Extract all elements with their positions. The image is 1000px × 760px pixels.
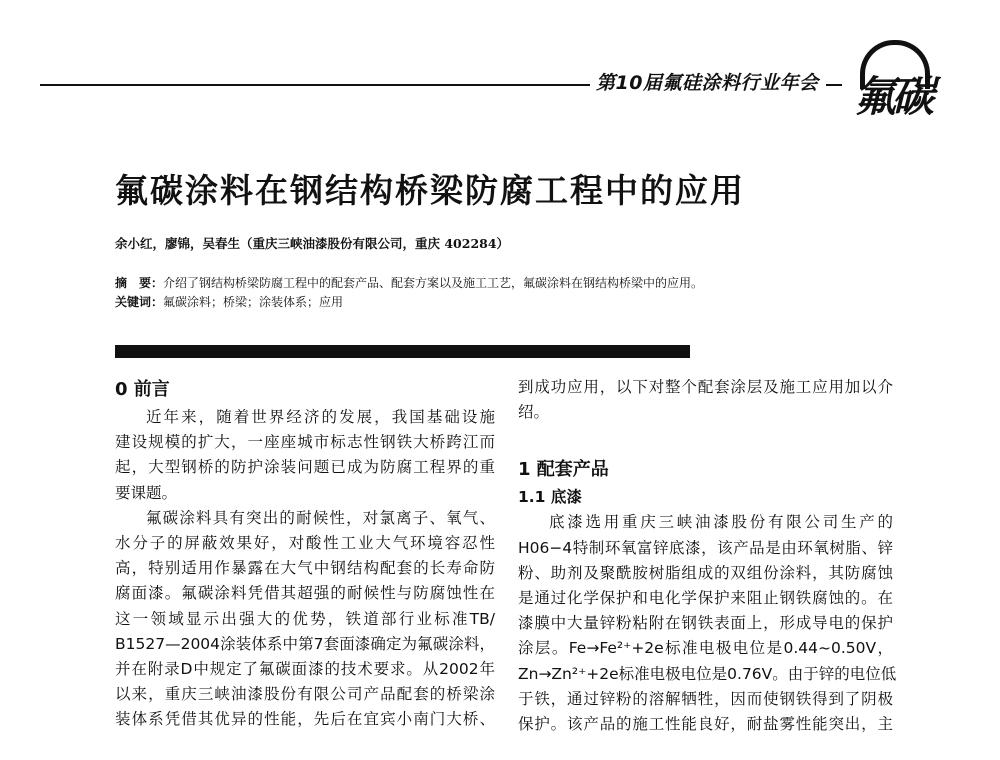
keywords-label: 关键词： (115, 295, 164, 309)
body-line: 水分子的屏蔽效果好，对酸性工业大气环境容忍性 (115, 533, 495, 552)
section-heading: 0 前言 (115, 379, 170, 400)
section-heading: 1 配套产品 (518, 459, 609, 481)
body-line: 于铁，通过锌粉的溶解牺牲，因而使钢铁得到了阴极 (518, 689, 893, 708)
left-column (115, 375, 495, 732)
separator-bar (115, 345, 690, 358)
body-line: 漆膜中大量锌粉粘附在钢铁表面上，形成导电的保护 (518, 614, 893, 633)
paper-authors: 余小红，廖锦，吴春生（重庆三峡油漆股份有限公司，重庆 402284） (115, 236, 510, 251)
body-line: 粉、助剂及聚酰胺树脂组成的双组份涂料，其防腐蚀 (518, 563, 893, 582)
body-line: 保护。该产品的施工性能良好，耐盐雾性能突出，主 (518, 714, 893, 733)
body-line: 涂层。Fe→Fe²⁺+2e标准电极电位是0.44~0.50V， (518, 639, 893, 658)
body-line: 高，特别适用作暴露在大气中钢结构配套的长寿命防 (115, 559, 495, 578)
right-column (518, 375, 897, 737)
body-line: 装体系凭借其优异的性能，先后在宜宾小南门大桥、 (115, 710, 495, 729)
subsection-heading: 1.1 底漆 (518, 488, 582, 507)
body-line: H06−4特制环氧富锌底漆，该产品是由环氧树脂、锌 (518, 538, 893, 557)
body-line: 以来，重庆三峡油漆股份有限公司产品配套的桥梁涂 (115, 685, 495, 704)
body-line: Zn→Zn²⁺+2e标准电极电位是0.76V。由于锌的电位低 (518, 664, 897, 683)
paper-title: 氟碳涂料在钢结构桥梁防腐工程中的应用 (115, 171, 745, 210)
body-line: 是通过化学保护和电化学保护来阻止钢铁腐蚀的。在 (518, 588, 893, 607)
body-line: 到成功应用，以下对整个配套涂层及施工应用加以介 (518, 378, 893, 396)
conference-header: 第10届氟硅涂料行业年会 (596, 72, 819, 94)
body-line: 这一领域显示出强大的优势，铁道部行业标准TB/ (115, 609, 495, 628)
body-line: 建设规模的扩大，一座座城市标志性钢铁大桥跨江而 (115, 433, 495, 452)
body-line: 底漆选用重庆三峡油漆股份有限公司生产的 (549, 513, 893, 532)
body-line: B1527—2004涂装体系中第7套面漆确定为氟碳涂料， (115, 634, 495, 653)
abstract-text: 介绍了钢结构桥梁防腐工程中的配套产品、配套方案以及施工工艺，氟碳涂料在钢结构桥梁中的应用。 (163, 276, 704, 290)
abstract-label: 摘 要： (115, 276, 164, 290)
abstract (115, 274, 703, 291)
body-line: 近年来，随着世界经济的发展，我国基础设施 (146, 408, 495, 426)
spacer (518, 425, 893, 455)
header-rule (40, 84, 590, 86)
body-line: 并在附录D中规定了氟碳面漆的技术要求。从2002年 (115, 659, 495, 678)
conference-logo (850, 38, 960, 128)
keywords-text: 氟碳涂料；桥梁；涂装体系；应用 (163, 295, 344, 309)
body-line: 腐面漆。氟碳涂料凭借其超强的耐候性与防腐蚀性在 (115, 584, 495, 603)
logo-text: 氟碳 (854, 72, 931, 121)
body-line: 起，大型钢桥的防护涂装问题已成为防腐工程界的重 (115, 458, 495, 477)
body-line: 绍。 (518, 403, 550, 422)
body-line: 氟碳涂料具有突出的耐候性，对氯离子、氧气、 (146, 508, 495, 527)
body-line: 要课题。 (115, 483, 178, 502)
header-dash (826, 84, 842, 86)
keywords (115, 293, 343, 310)
